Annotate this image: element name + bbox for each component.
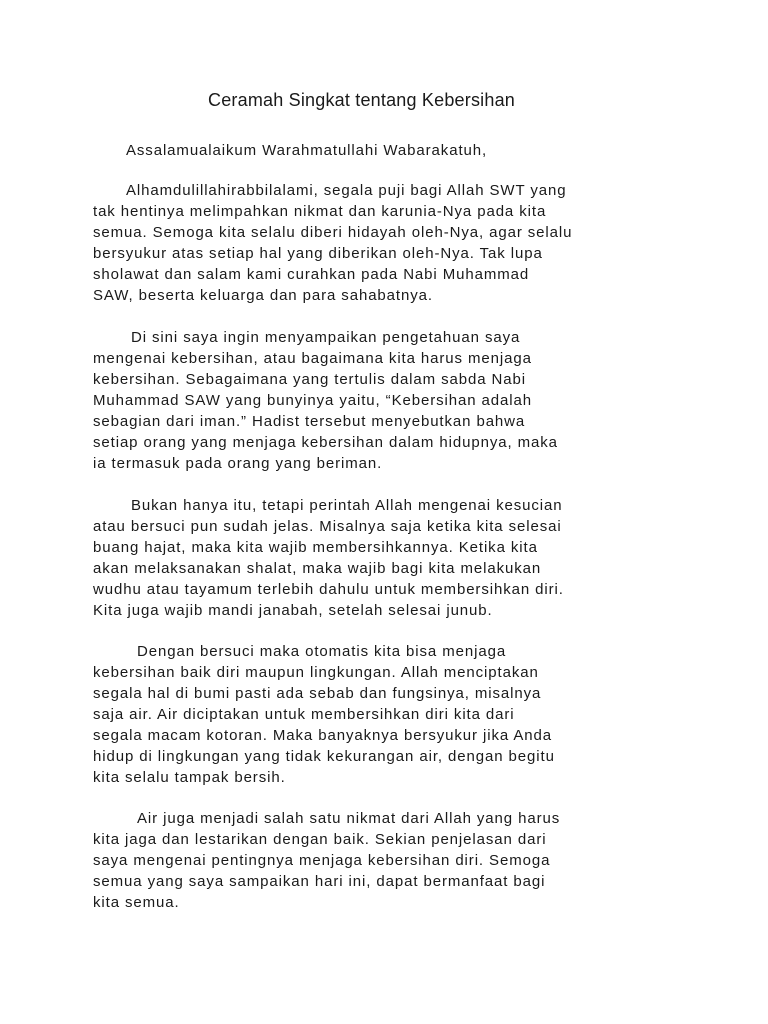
paragraph-line: setiap orang yang menjaga kebersihan dalam hidupnya, maka [93, 434, 558, 451]
paragraph-line: Bukan hanya itu, tetapi perintah Allah mengenai kesucian [131, 497, 563, 514]
document-title: Ceramah Singkat tentang Kebersihan [208, 90, 515, 110]
paragraph-line: Di sini saya ingin menyampaikan pengetahuan saya [131, 329, 521, 346]
paragraph-line: Air juga menjadi salah satu nikmat dari Allah yang harus [137, 810, 561, 827]
greeting-line: Assalamualaikum Warahmatullahi Wabarakatuh, [126, 142, 488, 159]
paragraph-line: Dengan bersuci maka otomatis kita bisa menjaga [137, 643, 507, 660]
paragraph-line: kita semua. [93, 894, 180, 911]
paragraph-5 [93, 808, 683, 913]
paragraph-line: ia termasuk pada orang yang beriman. [93, 455, 383, 472]
paragraph-line: semua yang saya sampaikan hari ini, dapat bermanfaat bagi [93, 873, 546, 890]
paragraph-line: hidup di lingkungan yang tidak kekurangan air, dengan begitu [93, 748, 555, 765]
paragraph-line: akan melaksanakan shalat, maka wajib bagi kita melakukan [93, 560, 542, 577]
paragraph-2 [93, 327, 683, 474]
paragraph-line: tak hentinya melimpahkan nikmat dan karunia-Nya pada kita [93, 203, 547, 220]
paragraph-line: mengenai kebersihan, atau bagaimana kita harus menjaga [93, 350, 532, 367]
paragraph-line: sebagian dari iman.” Hadist tersebut menyebutkan bahwa [93, 413, 526, 430]
paragraph-line: kita jaga dan lestarikan dengan baik. Sekian penjelasan dari [93, 831, 547, 848]
paragraph-line: SAW, beserta keluarga dan para sahabatnya. [93, 287, 433, 304]
paragraph-line: kita selalu tampak bersih. [93, 769, 286, 786]
paragraph-line: atau bersuci pun sudah jelas. Misalnya saja ketika kita selesai [93, 518, 562, 535]
paragraph-line: saja air. Air diciptakan untuk membersihkan diri kita dari [93, 706, 515, 723]
paragraph-line: saya mengenai pentingnya menjaga kebersihan diri. Semoga [93, 852, 551, 869]
paragraph-line: Alhamdulillahirabbilalami, segala puji bagi Allah SWT yang [126, 182, 567, 199]
paragraph-line: wudhu atau tayamum terlebih dahulu untuk membersihkan diri. [93, 581, 564, 598]
paragraph-line: kebersihan. Sebagaimana yang tertulis dalam sabda Nabi [93, 371, 527, 388]
paragraph-line: bersyukur atas setiap hal yang diberikan oleh-Nya. Tak lupa [93, 245, 543, 262]
paragraph-line: sholawat dan salam kami curahkan pada Nabi Muhammad [93, 266, 530, 283]
paragraph-3 [93, 495, 683, 621]
paragraph-line: segala hal di bumi pasti ada sebab dan fungsinya, misalnya [93, 685, 542, 702]
paragraph-line: semua. Semoga kita selalu diberi hidayah oleh-Nya, agar selalu [93, 224, 573, 241]
paragraph-line: segala macam kotoran. Maka banyaknya bersyukur jika Anda [93, 727, 552, 744]
paragraph-1 [93, 180, 683, 306]
paragraph-line: Muhammad SAW yang bunyinya yaitu, “Kebersihan adalah [93, 392, 532, 409]
paragraph-line: kebersihan baik diri maupun lingkungan. Allah menciptakan [93, 664, 539, 681]
paragraph-line: buang hajat, maka kita wajib membersihkannya. Ketika kita [93, 539, 538, 556]
paragraph-line: Kita juga wajib mandi janabah, setelah selesai junub. [93, 602, 493, 619]
paragraph-4 [93, 641, 683, 788]
